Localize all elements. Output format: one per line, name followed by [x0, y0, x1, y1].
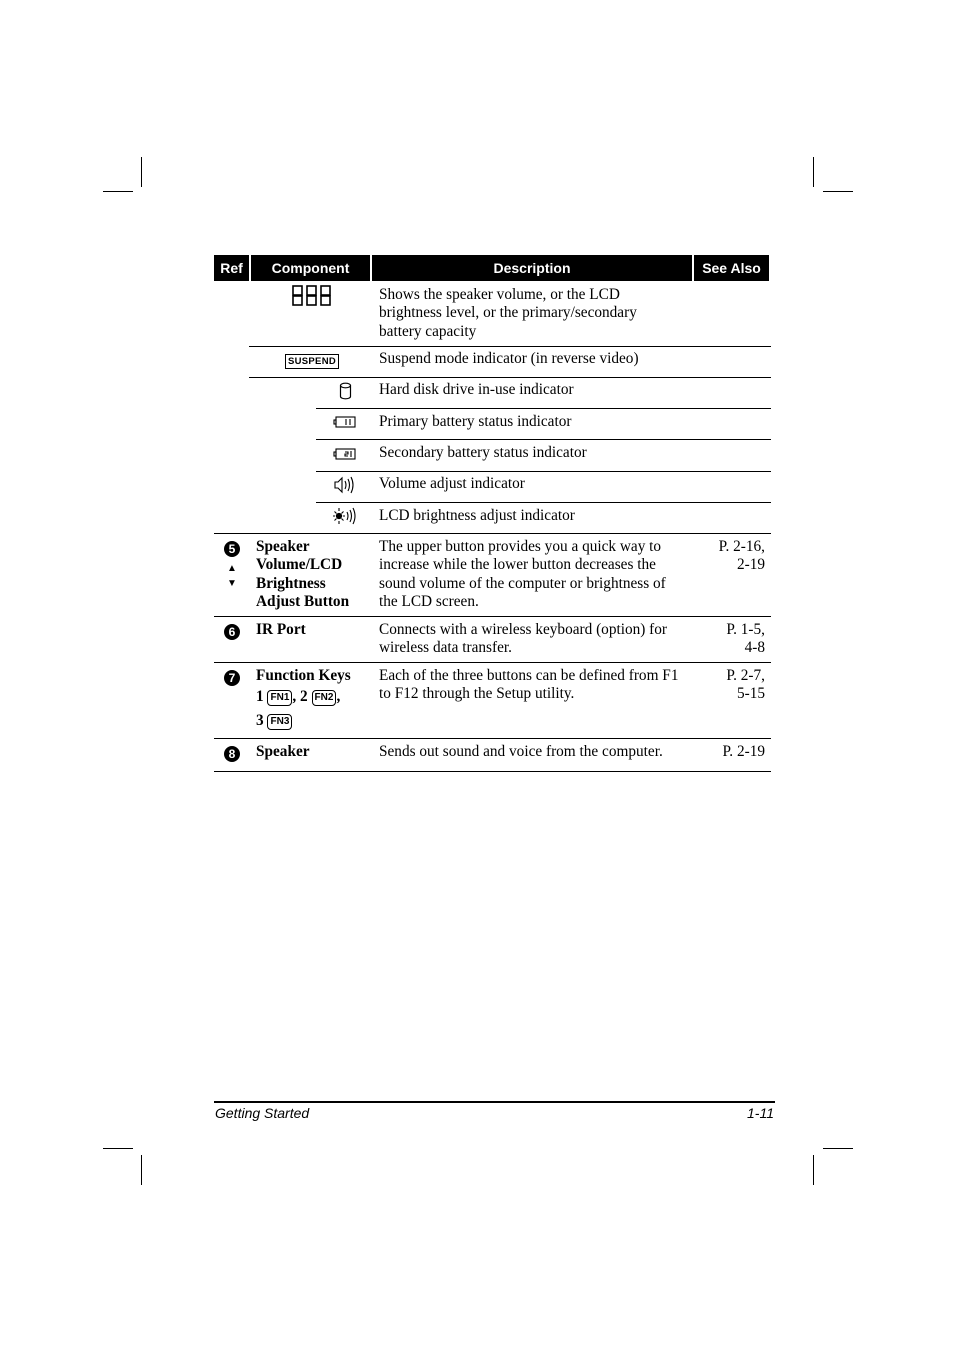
indicator-description: LCD brightness adjust indicator [379, 507, 575, 524]
fn3-key-icon: FN3 [267, 714, 292, 730]
component-name: IR Port [256, 621, 306, 638]
header-see-also: See Also [694, 255, 769, 281]
indicator-description: Primary battery status indicator [379, 413, 572, 430]
component-description: The upper button provides you a quick way to increase while the lower button decreases the sound volume of the computer or brightness of the LCD screen. [379, 538, 666, 610]
up-arrow-icon: ▲ [227, 563, 237, 574]
header-ref: Ref [214, 255, 249, 281]
crop-mark [103, 191, 133, 192]
component-description: Sends out sound and voice from the computer. [379, 743, 663, 760]
component-name: Function Keys [256, 667, 351, 684]
footer-rule [214, 1101, 775, 1103]
header-component: Component [251, 255, 370, 281]
brightness-icon [332, 507, 358, 525]
battery-2-icon [333, 447, 357, 461]
indicator-description: Shows the speaker volume, or the LCD brightness level, or the primary/secondary battery capacity [379, 286, 637, 340]
footer-page-number: 1-11 [747, 1105, 774, 1121]
crop-mark [813, 1155, 814, 1185]
ref-number: 8 [224, 746, 240, 762]
ref-number: 7 [224, 670, 240, 686]
crop-mark [103, 1148, 133, 1149]
crop-mark [141, 157, 142, 187]
suspend-label-icon: SUSPEND [285, 354, 339, 369]
component-description: Connects with a wireless keyboard (option) for wireless data transfer. [379, 621, 668, 657]
function-keys-line: 3 FN3 [256, 712, 292, 730]
hard-disk-icon [339, 382, 352, 400]
see-also: P. 2-19 [722, 743, 765, 760]
seven-segment-display-icon [291, 284, 333, 308]
crop-mark [823, 191, 853, 192]
component-name: Speaker [256, 743, 310, 760]
down-arrow-icon: ▼ [227, 578, 237, 589]
indicator-description: Secondary battery status indicator [379, 444, 587, 461]
indicator-description: Volume adjust indicator [379, 475, 525, 492]
component-description: Each of the three buttons can be defined from F1 to F12 through the Setup utility. [379, 667, 679, 703]
see-also: P. 1-5, 4-8 [726, 621, 765, 657]
ref-number: 5 [224, 541, 240, 557]
indicator-description: Hard disk drive in-use indicator [379, 381, 574, 398]
see-also: P. 2-16, 2-19 [718, 538, 765, 574]
footer-section-title: Getting Started [215, 1105, 310, 1121]
fn2-key-icon: FN2 [312, 690, 337, 706]
battery-1-icon [333, 415, 357, 429]
fn1-key-icon: FN1 [267, 690, 292, 706]
speaker-volume-icon [333, 476, 357, 494]
see-also: P. 2-7, 5-15 [726, 667, 765, 703]
ref-number: 6 [224, 624, 240, 640]
function-keys-line: 1 FN1 , 2 FN2 , [256, 688, 341, 705]
crop-mark [813, 157, 814, 187]
component-name: Speaker Volume/LCD Brightness Adjust Button [256, 538, 350, 610]
header-description: Description [372, 255, 692, 281]
indicator-description: Suspend mode indicator (in reverse video) [379, 350, 639, 367]
crop-mark [823, 1148, 853, 1149]
crop-mark [141, 1155, 142, 1185]
